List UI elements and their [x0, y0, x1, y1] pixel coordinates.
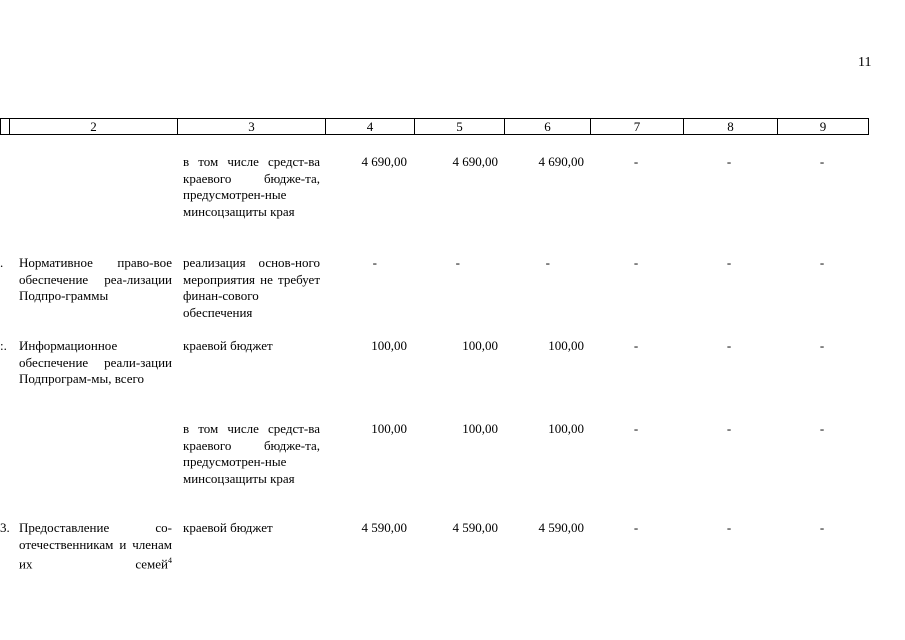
value-col-6: 4 590,00: [538, 520, 584, 535]
value-col-8: -: [726, 421, 732, 436]
row-number: :.: [0, 338, 7, 353]
value-col-4: 100,00: [371, 421, 407, 436]
funding-source-cell: краевой бюджет: [183, 520, 273, 535]
value-col-5: 4 690,00: [452, 154, 498, 169]
header-col-1-fragment: [1, 119, 9, 134]
table-header-row: [0, 118, 869, 135]
header-col-7: 7: [590, 119, 683, 134]
row-number: .: [0, 255, 4, 270]
activity-name-cell: Информационное обеспечение реали-зации Подпрограм-мы, всего: [19, 338, 172, 386]
value-col-4: 4 690,00: [361, 154, 407, 169]
value-col-7: -: [633, 421, 639, 436]
funding-source-cell: краевой бюджет: [183, 338, 273, 353]
value-col-9: -: [819, 520, 825, 535]
value-col-7: -: [633, 255, 639, 270]
row-number: 3.: [0, 520, 10, 535]
header-col-8: 8: [683, 119, 777, 134]
activity-name-cell: [19, 520, 172, 573]
value-col-8: -: [726, 520, 732, 535]
value-col-8: -: [726, 338, 732, 353]
value-col-7: -: [633, 154, 639, 169]
header-col-2: 2: [9, 119, 177, 134]
header-col-6: 6: [504, 119, 590, 134]
value-col-9: -: [819, 421, 825, 436]
funding-source-cell: реализация основ-ного мероприятия не требует финан-сового обеспечения: [183, 255, 320, 320]
value-col-5: -: [455, 255, 460, 270]
page-number: 11: [858, 55, 872, 70]
header-col-3: 3: [177, 119, 325, 134]
value-col-4: 4 590,00: [361, 520, 407, 535]
value-col-8: -: [726, 255, 732, 270]
value-col-6: 4 690,00: [538, 154, 584, 169]
funding-source-cell: в том числе средст-ва краевого бюдже-та, предусмотрен-ные минсоцзащиты края: [183, 154, 320, 219]
value-col-6: 100,00: [548, 338, 584, 353]
value-col-7: -: [633, 338, 639, 353]
value-col-8: -: [726, 154, 732, 169]
activity-name-text: Предоставление со-отечественникам и членам их семей: [19, 520, 172, 572]
value-col-5: 100,00: [462, 338, 498, 353]
value-col-7: -: [633, 520, 639, 535]
value-col-6: 100,00: [548, 421, 584, 436]
header-col-5: 5: [414, 119, 504, 134]
value-col-5: 100,00: [462, 421, 498, 436]
funding-source-cell: в том числе средст-ва краевого бюдже-та, предусмотрен-ные минсоцзащиты края: [183, 421, 320, 486]
value-col-4: 100,00: [371, 338, 407, 353]
value-col-9: -: [819, 255, 825, 270]
header-col-9: 9: [777, 119, 868, 134]
value-col-5: 4 590,00: [452, 520, 498, 535]
activity-name-cell: Нормативное право-вое обеспечение реа-лизации Подпро-граммы: [19, 255, 172, 303]
value-col-9: -: [819, 154, 825, 169]
value-col-6: -: [545, 255, 550, 270]
value-col-4: -: [372, 255, 377, 270]
footnote-marker: 4: [168, 556, 172, 565]
value-col-9: -: [819, 338, 825, 353]
header-col-4: 4: [325, 119, 414, 134]
